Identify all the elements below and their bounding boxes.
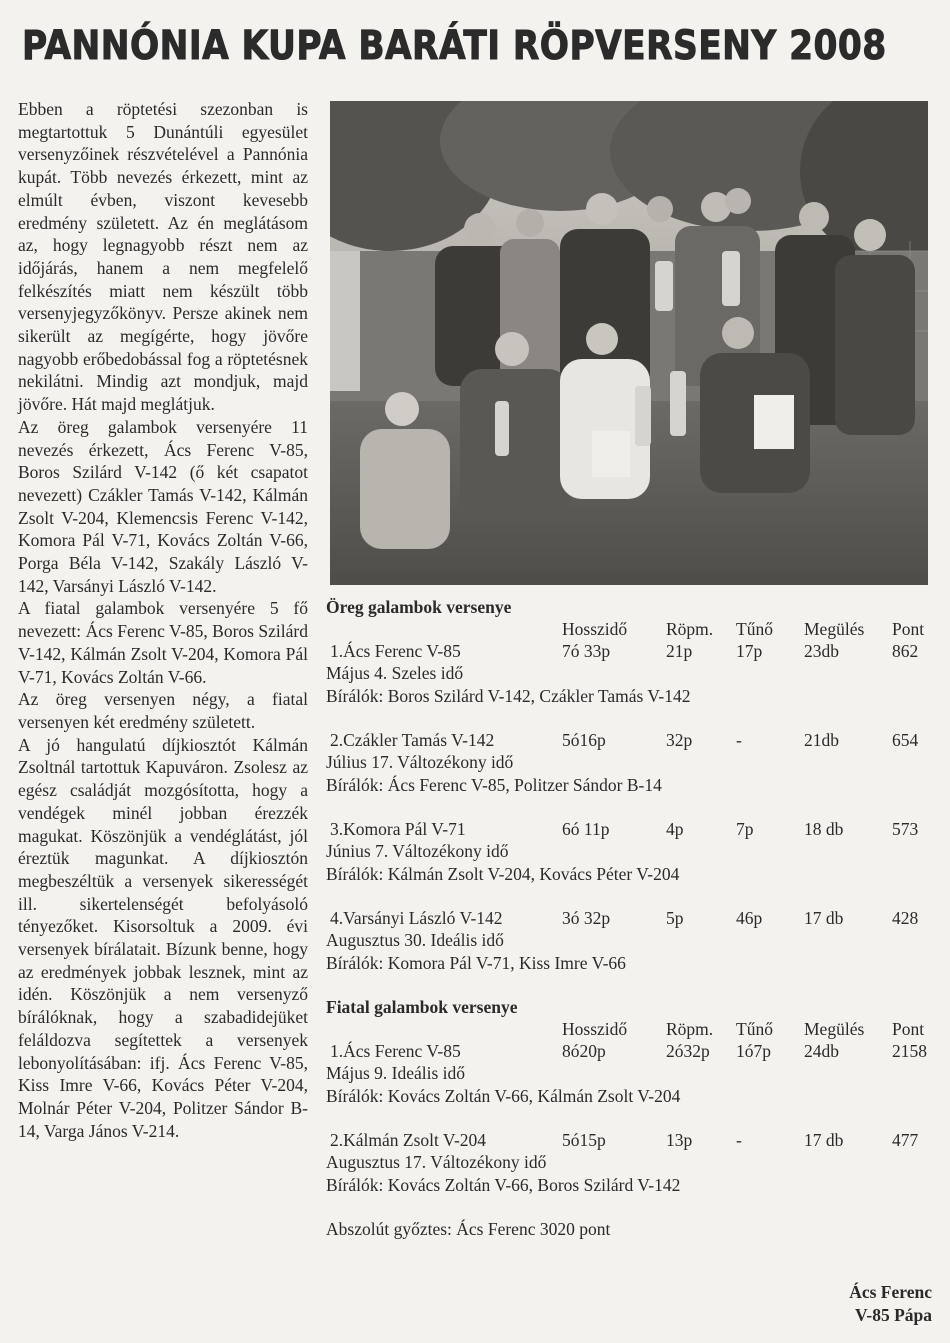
col-pont: Pont xyxy=(892,619,925,639)
entry-date: Május 4. Szeles idő xyxy=(326,663,464,683)
section-title-old: Öreg galambok versenye xyxy=(326,597,512,617)
col-hossz: Hosszidő xyxy=(562,619,628,639)
entry-date: Június 7. Változékony idő xyxy=(326,841,509,861)
body-paragraph: Az öreg versenyen négy, a fiatal versenyen két eredmény született. xyxy=(18,689,308,732)
col-meg: Megülés xyxy=(804,619,865,639)
col-meg: Megülés xyxy=(804,1019,865,1039)
entry-judges: Bírálók: Ács Ferenc V-85, Politzer Sándor B-14 xyxy=(326,774,662,795)
entry-hossz: 8ó20p xyxy=(562,1041,606,1061)
entry-meg: 24db xyxy=(804,1041,839,1061)
entry-hossz: 5ó15p xyxy=(562,1130,606,1150)
entry-tuno: - xyxy=(736,1130,742,1150)
body-paragraph: A jó hangulatú díjkiosztót Kálmán Zsoltnál tartottuk Kapuváron. Zsolesz az egész családját mozgósította, hogy a vendégek minél jobban érezzék magukat. Köszönjük a vendéglátást, jól éreztük magunkat. A díjkiosztón megbeszéltük a versenyek sikerességét ill. sikertelenségét befolyásoló tényezőket. Kisorsoltuk a 2009. évi versenyek bírálatait. Bízunk benne, hogy az eredmények jobbak lesznek, mint az idén. Köszönjük a nem versenyző bírálóknak, hogy a szabadidejüket feláldozva segítettek a versenyek lebonyolításában: ifj. Ács Ferenc V-85, Kiss Imre V-66, Kovács Péter V-204, Molnár Péter V-204, Politzer Sándor B-14, Varga János V-214. xyxy=(18,734,308,1141)
result-entry xyxy=(326,907,938,974)
entry-ropm: 21p xyxy=(666,641,693,661)
entry-date: Augusztus 30. Ideális idő xyxy=(326,930,504,950)
entry-pont: 477 xyxy=(892,1130,919,1150)
col-tuno: Tűnő xyxy=(736,1019,773,1039)
entry-pont: 573 xyxy=(892,819,919,839)
author-name: Ács Ferenc xyxy=(849,1282,932,1302)
result-entry xyxy=(326,1040,938,1107)
article-body xyxy=(18,98,308,1142)
result-entry xyxy=(326,640,938,707)
result-entry xyxy=(326,729,938,796)
entry-judges: Bírálók: Komora Pál V-71, Kiss Imre V-66 xyxy=(326,952,626,973)
entry-date: Augusztus 17. Változékony idő xyxy=(326,1152,547,1172)
result-row xyxy=(326,1129,938,1151)
results-section xyxy=(326,596,938,1241)
author-club: V-85 Pápa xyxy=(855,1304,932,1325)
entry-date: Május 9. Ideális idő xyxy=(326,1063,466,1083)
entry-hossz: 5ó16p xyxy=(562,730,606,750)
entry-hossz: 6ó 11p xyxy=(562,819,610,839)
entry-tuno: - xyxy=(736,730,742,750)
entry-ropm: 5p xyxy=(666,908,684,928)
entry-name: 3.Komora Pál V-71 xyxy=(330,819,466,839)
entry-date: Július 17. Változékony idő xyxy=(326,752,514,772)
table-header xyxy=(326,1018,938,1040)
result-row xyxy=(326,640,938,662)
col-ropm: Röpm. xyxy=(666,1019,714,1039)
entry-ropm: 2ó32p xyxy=(666,1041,710,1061)
entry-meg: 18 db xyxy=(804,819,844,839)
col-hossz: Hosszidő xyxy=(562,1019,628,1039)
entry-judges: Bírálók: Kálmán Zsolt V-204, Kovács Péter V-204 xyxy=(326,863,680,884)
entry-tuno: 7p xyxy=(736,819,754,839)
entry-judges: Bírálók: Boros Szilárd V-142, Czákler Tamás V-142 xyxy=(326,685,691,706)
entry-meg: 17 db xyxy=(804,1130,844,1150)
entry-ropm: 32p xyxy=(666,730,693,750)
entry-judges: Bírálók: Kovács Zoltán V-66, Kálmán Zsolt V-204 xyxy=(326,1085,681,1106)
group-photo xyxy=(330,101,928,585)
body-paragraph: Ebben a röptetési szezonban is megtartottuk 5 Dunántúli egyesület versenyzőinek részvételével a Pannónia kupát. Több nevezés érkezett, mint az elmúlt évben, viszont kevesebb eredmény született. Az én meglátásom az, hogy legnagyobb részt nem az időjárás, hanem a nem megfelelő felkészítés miatt nem készült több versenyjegyzőkönyv. Persze akinek nem sikerült az megígérte, hogy jövőre nagyobb erőbedobással fog a röptetésnek nekilátni. Mindig azt mondjuk, majd jövőre. Hát majd meglátjuk. xyxy=(18,99,308,415)
result-entry xyxy=(326,1129,938,1196)
entry-name: 4.Varsányi László V-142 xyxy=(330,908,503,928)
absolute-winner: Abszolút győztes: Ács Ferenc 3020 pont xyxy=(326,1219,611,1239)
table-header xyxy=(326,618,938,640)
entry-meg: 17 db xyxy=(804,908,844,928)
entry-pont: 654 xyxy=(892,730,919,750)
entry-hossz: 7ó 33p xyxy=(562,641,611,661)
entry-judges: Bírálók: Kovács Zoltán V-66, Boros Szilárd V-142 xyxy=(326,1174,681,1195)
entry-pont: 428 xyxy=(892,908,919,928)
section-title-young: Fiatal galambok versenye xyxy=(326,997,518,1017)
result-row xyxy=(326,1040,938,1062)
entry-ropm: 13p xyxy=(666,1130,693,1150)
entry-tuno: 46p xyxy=(736,908,763,928)
result-row xyxy=(326,818,938,840)
result-row xyxy=(326,729,938,751)
entry-name: 2.Czákler Tamás V-142 xyxy=(330,730,495,750)
col-ropm: Röpm. xyxy=(666,619,714,639)
body-paragraph: Az öreg galambok versenyére 11 nevezés érkezett, Ács Ferenc V-85, Boros Szilárd V-142 (ő két csapatot nevezett) Czákler Tamás V-142, Kálmán Zsolt V-204, Klemencsis Ferenc V-142, Komora Pál V-71, Kovács Zoltán V-66, Porga Béla V-142, Szakály László V-142, Varsányi László V-142. xyxy=(18,416,308,596)
col-tuno: Tűnő xyxy=(736,619,773,639)
entry-pont: 2158 xyxy=(892,1041,927,1061)
entry-name: 1.Ács Ferenc V-85 xyxy=(330,641,461,661)
body-paragraph: A fiatal galambok versenyére 5 fő nevezett: Ács Ferenc V-85, Boros Szilárd V-142, Kálmán Zsolt V-204, Komora Pál V-71, Kovács Zoltán V-66. xyxy=(18,598,308,687)
entry-name: 2.Kálmán Zsolt V-204 xyxy=(330,1130,487,1150)
author-signature xyxy=(849,1281,932,1326)
article-title: PANNÓNIA KUPA BARÁTI RÖPVERSENY 2008 xyxy=(22,23,887,69)
entry-tuno: 1ó7p xyxy=(736,1041,771,1061)
entry-hossz: 3ó 32p xyxy=(562,908,611,928)
result-row xyxy=(326,907,938,929)
result-entry xyxy=(326,818,938,885)
entry-tuno: 17p xyxy=(736,641,763,661)
entry-name: 1.Ács Ferenc V-85 xyxy=(330,1041,461,1061)
entry-meg: 23db xyxy=(804,641,839,661)
entry-meg: 21db xyxy=(804,730,839,750)
entry-pont: 862 xyxy=(892,641,919,661)
entry-ropm: 4p xyxy=(666,819,684,839)
col-pont: Pont xyxy=(892,1019,925,1039)
